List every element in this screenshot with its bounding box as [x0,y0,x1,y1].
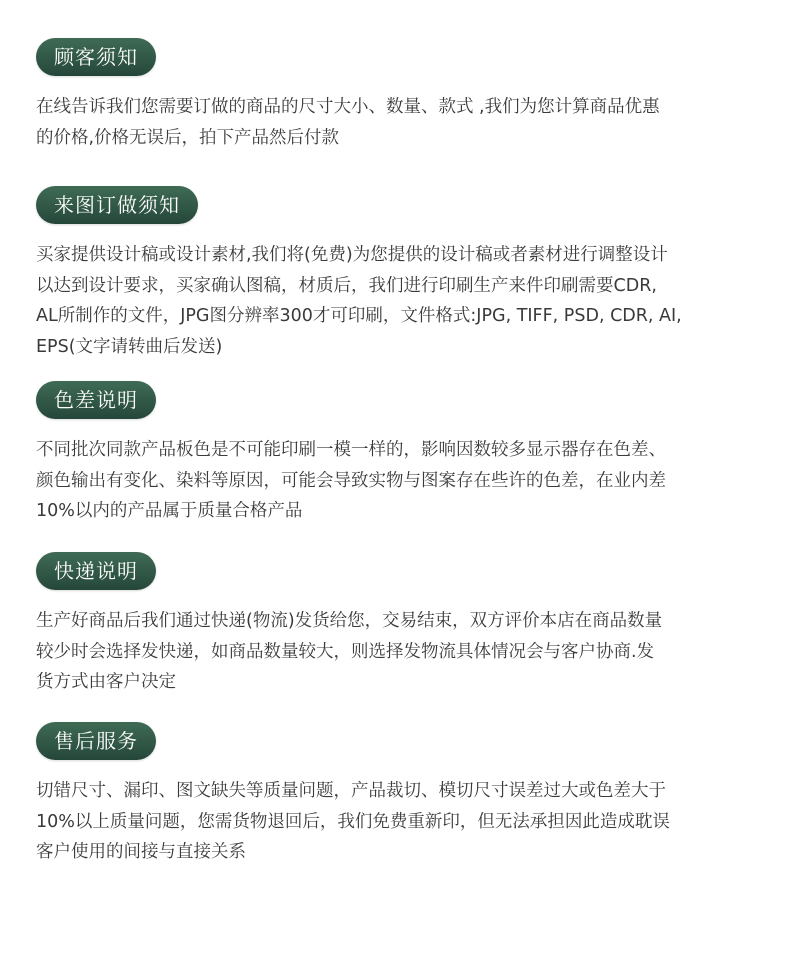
section-title-pill: 色差说明 [36,381,156,419]
paragraph-line: 10%以上质量问题，您需货物退回后，我们免费重新印，但无法承担因此造成耽误 [36,811,670,832]
section-title-pill: 售后服务 [36,722,156,760]
paragraph-line: 较少时会选择发快递，如商品数量较大，则选择发物流具体情况会与客户协商.发 [36,641,655,662]
section-paragraph [36,776,761,868]
section-paragraph [36,435,761,527]
section-title-pill: 顾客须知 [36,38,156,76]
paragraph-line: 切错尺寸、漏印、图文缺失等质量问题，产品裁切、模切尺寸误差过大或色差大于 [36,781,666,801]
section-title-pill: 快递说明 [36,552,156,590]
section-paragraph [36,240,761,362]
paragraph-line: 不同批次同款产品板色是不可能印刷一模一样的，影响因数较多显示器存在色差、 [36,440,666,460]
paragraph-line: EPS(文字请转曲后发送) [36,336,223,357]
section-paragraph [36,92,761,153]
section-title-pill: 来图订做须知 [36,186,198,224]
paragraph-line: 在线告诉我们您需要订做的商品的尺寸大小、数量、款式 ,我们为您计算商品优惠 [36,97,660,117]
section-paragraph [36,606,761,698]
paragraph-line: 的价格,价格无误后，拍下产品然后付款 [36,127,340,148]
paragraph-line: 生产好商品后我们通过快递(物流)发货给您，交易结束，双方评价本店在商品数量 [36,611,663,631]
paragraph-line: 10%以内的产品属于质量合格产品 [36,501,303,521]
paragraph-line: 以达到设计要求，买家确认图稿，材质后，我们进行印刷生产来件印刷需要CDR, [36,275,657,296]
paragraph-line: 买家提供设计稿或设计素材,我们将(免费)为您提供的设计稿或者素材进行调整设计 [36,245,668,265]
paragraph-line: AL所制作的文件，JPG图分辨率300才可印刷，文件格式:JPG, TIFF, PSD, CDR, AI, [36,306,682,326]
paragraph-line: 客户使用的间接与直接关系 [36,842,246,862]
paragraph-line: 货方式由客户决定 [36,672,176,692]
paragraph-line: 颜色输出有变化、染料等原因，可能会导致实物与图案存在些许的色差，在业内差 [36,470,666,491]
